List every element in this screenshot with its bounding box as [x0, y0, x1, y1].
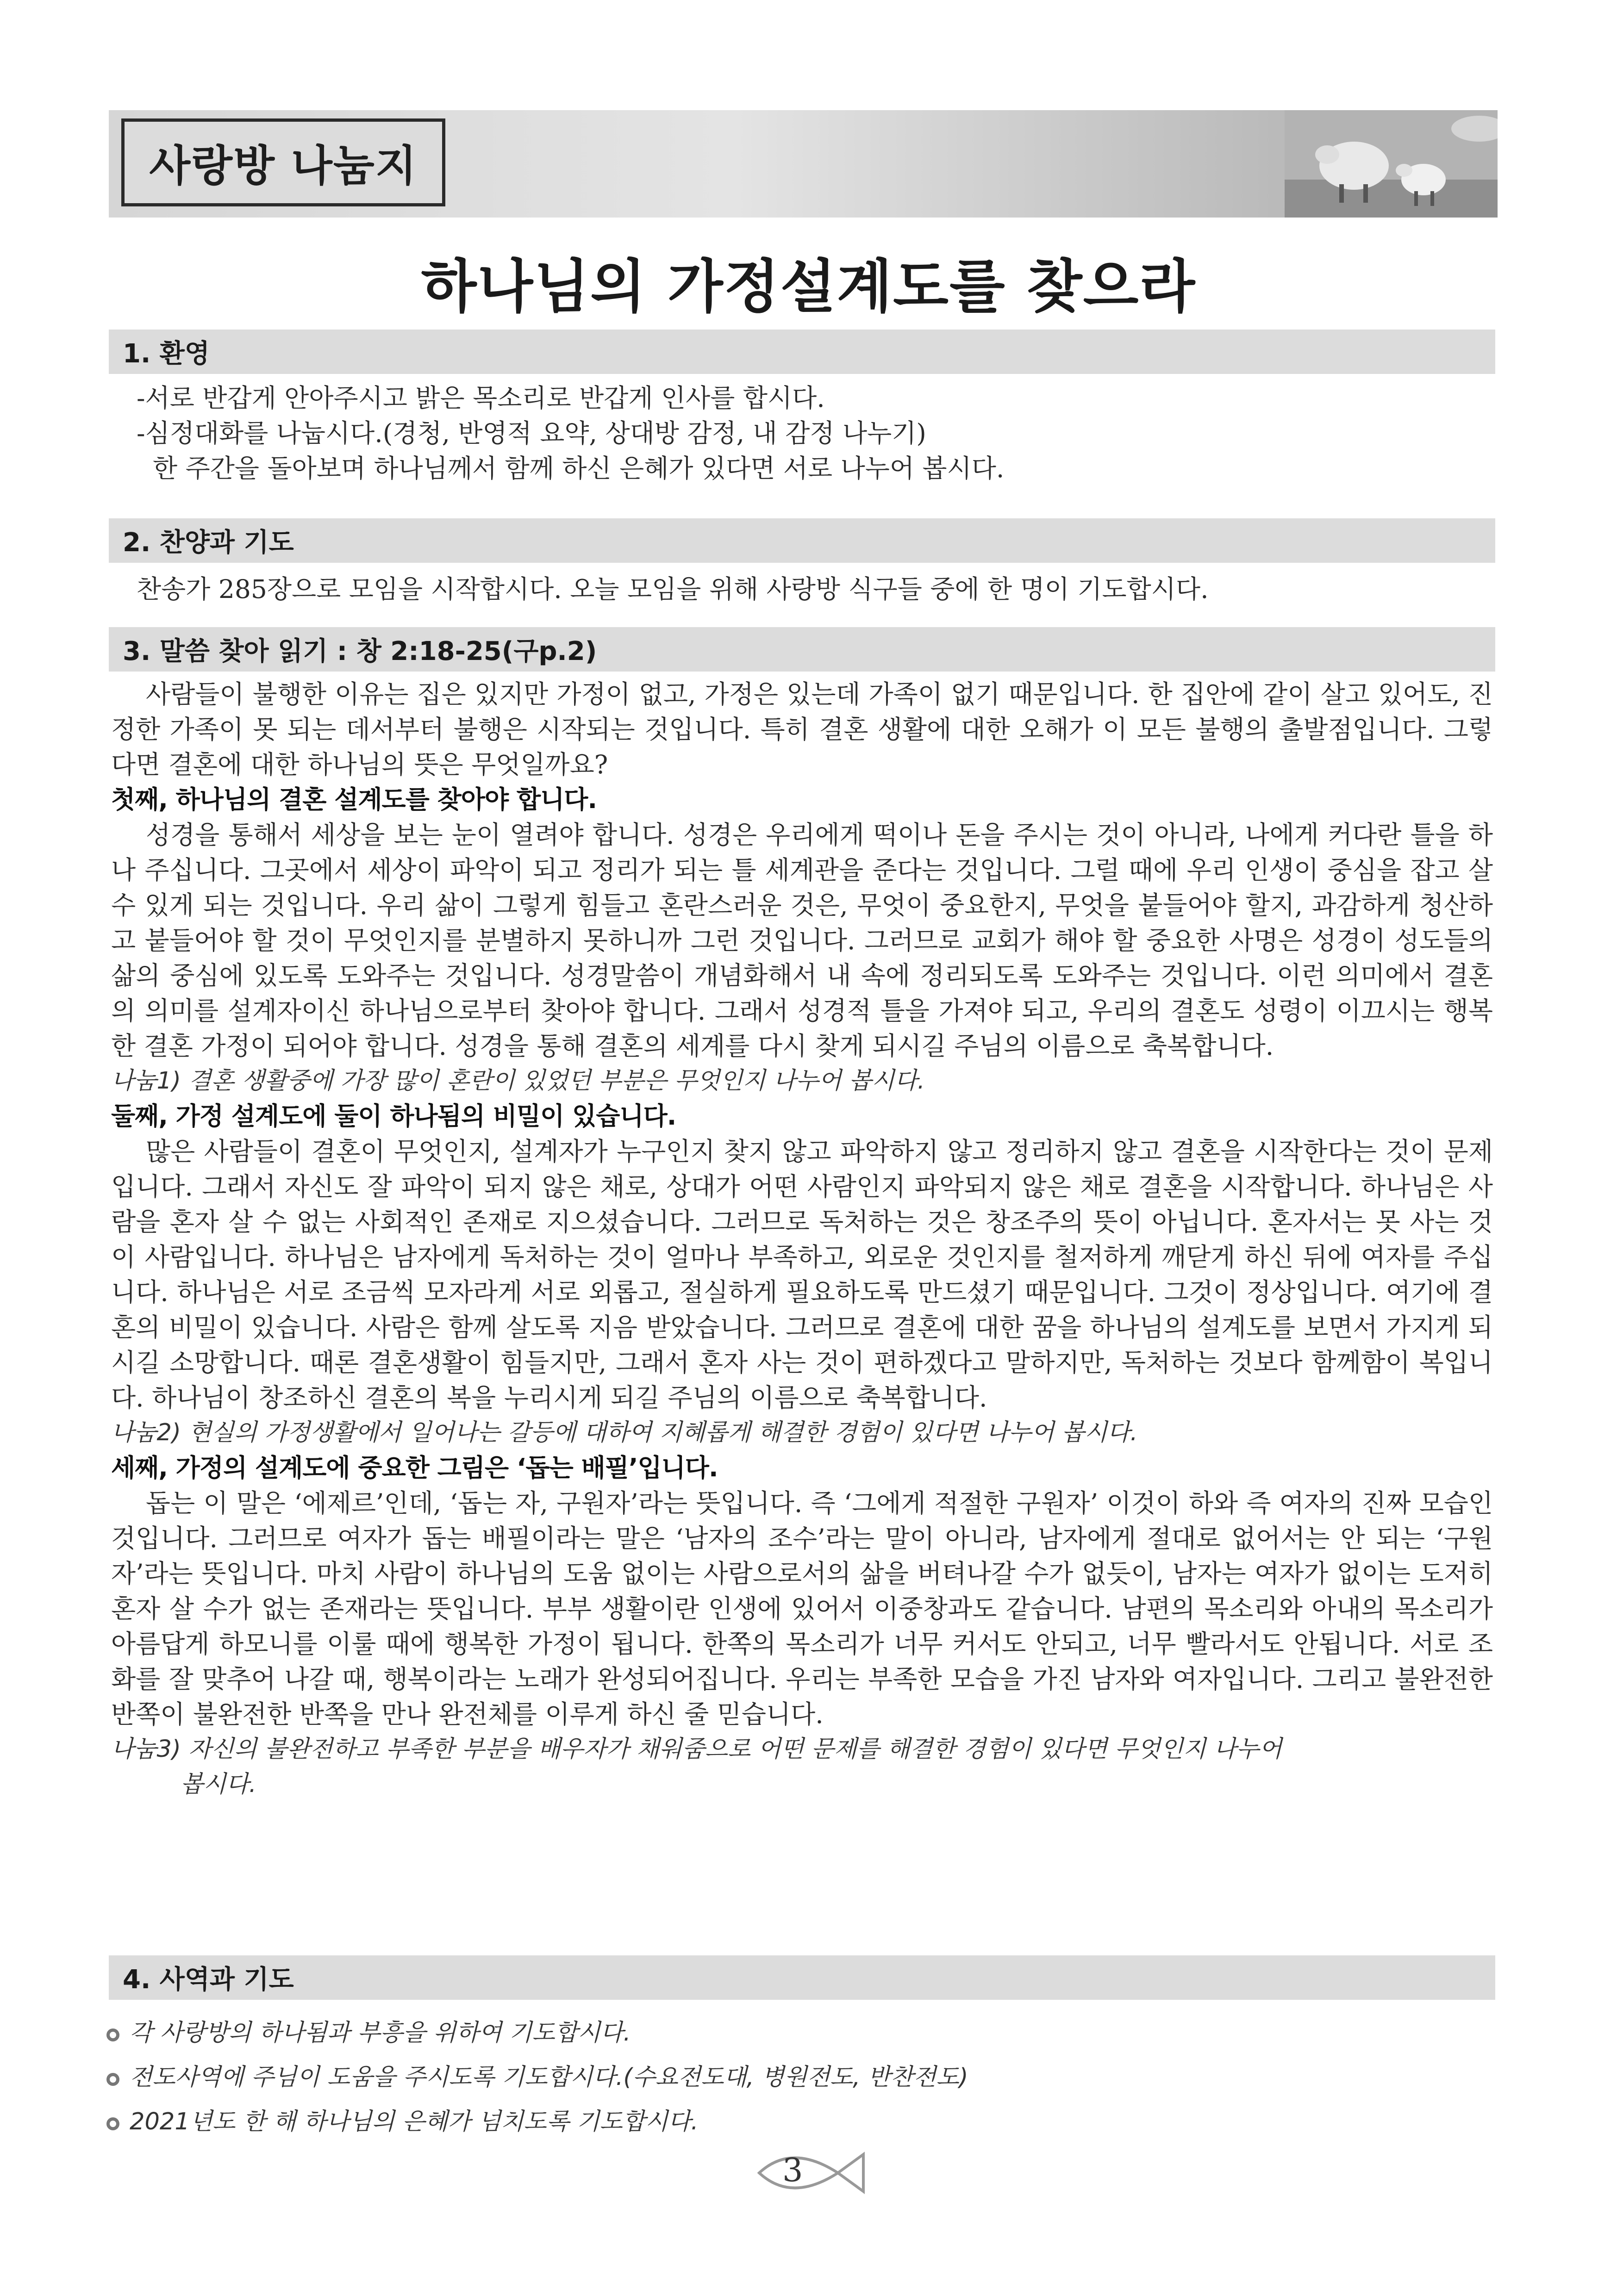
welcome-body [111, 380, 1493, 486]
share-question-3: 나눔3) 자신의 불완전하고 부족한 부분을 배우자가 채워줌으로 어떤 문제를 해결한 경험이 있다면 무엇인지 나누어 [111, 1736, 1282, 1763]
share-question-3-cont: 봅시다. [181, 1771, 257, 1798]
praise-text: 찬송가 285장으로 모임을 시작합시다. 오늘 모임을 위해 사랑방 식구들 중에 한 명이 기도합시다. [137, 574, 1209, 604]
page-number [750, 2138, 870, 2208]
page-title: 하나님의 가정설계도를 찾으라 [421, 254, 1196, 320]
welcome-line: -심정대화를 나눕시다.(경청, 반영적 요약, 상대방 감정, 내 감정 나누기) [137, 418, 926, 448]
section-label-box [121, 118, 445, 206]
second-point-text: 많은 사람들이 결혼이 무엇인지, 설계자가 누구인지 찾지 않고 파악하지 않고 정리하지 않고 결혼을 시작한다는 것이 문제입니다. 그래서 자신도 잘 파악이 되지 않은 채로, 상대가 어떤 사람인지 파악되지 않은 채로 결혼을 시작합니다. 하나님은 사람을 혼자 살 수 없는 사회적인 존재로 지으셨습니다. 그러므로 독처하는 것은 창조주의 뜻이 아닙니다. 혼자서는 못 사는 것이 사람입니다. 하나님은 남자에게 독처하는 것이 얼마나 부족하고, 외로운 것인지를 철저하게 깨닫게 하신 뒤에 여자를 주십니다. 하나님은 서로 조금씩 모자라게 서로 외롭고, 절실하게 필요하도록 만드셨기 때문입니다. 그것이 정상입니다. 여기에 결혼의 비밀이 있습니다. 사람은 함께 살도록 지음 받았습니다. 그러므로 결혼에 대한 꿈을 하나님의 설계도를 보면서 가지게 되시길 소망합니다. 때론 결혼생활이 힘들지만, 그래서 혼자 사는 것이 편하겠다고 말하지만, 독처하는 것보다 함께함이 복입니다. 하나님이 창조하신 결혼의 복을 누리시게 되길 주님의 이름으로 축복합니다. [111, 1137, 1493, 1412]
praise-body [111, 572, 1493, 607]
welcome-line: -서로 반갑게 안아주시고 밝은 목소리로 반갑게 인사를 합시다. [137, 383, 825, 413]
bullet-icon [106, 2117, 119, 2130]
share-question-1: 나눔1) 결혼 생활중에 가장 많이 혼란이 있었던 부분은 무엇인지 나누어 봅시다. [111, 1067, 925, 1095]
prayer-item: 2021년도 한 해 하나님의 은혜가 넘치도록 기도합시다. [106, 2100, 968, 2144]
prayer-list [106, 2011, 968, 2144]
section-label: 사랑방 나눔지 [149, 141, 418, 191]
third-point-heading: 세째, 가정의 설계도에 중요한 그림은 ‘돕는 배필’입니다. [111, 1453, 718, 1482]
page-number-text: 3 [782, 2151, 803, 2189]
prayer-item: 전도사역에 주님이 도움을 주시도록 기도합시다.(수요전도대, 병원전도, 반찬전도) [106, 2055, 968, 2100]
sheep-illustration [1285, 110, 1498, 218]
section-heading-word: 3. 말씀 찾아 읽기 : 창 2:18-25(구p.2) [109, 627, 1495, 672]
section-heading-welcome: 1. 환영 [109, 330, 1495, 374]
welcome-line: 한 주간을 돌아보며 하나님께서 함께 하신 은혜가 있다면 서로 나누어 봅시다. [137, 454, 1005, 483]
word-intro: 사람들이 불행한 이유는 집은 있지만 가정이 없고, 가정은 있는데 가족이 없기 때문입니다. 한 집안에 같이 살고 있어도, 진정한 가족이 못 되는 데서부터 불행은 시작되는 것입니다. 특히 결혼 생활에 대한 오해가 이 모든 불행의 출발점입니다. 그렇다면 결혼에 대한 하나님의 뜻은 무엇일까요? [111, 679, 1493, 779]
section-heading-praise: 2. 찬양과 기도 [109, 518, 1495, 563]
fish-icon [750, 2138, 870, 2208]
bullet-icon [106, 2028, 119, 2041]
second-point-heading: 둘째, 가정 설계도에 둘이 하나됨의 비밀이 있습니다. [111, 1101, 676, 1131]
prayer-item: 각 사랑방의 하나됨과 부흥을 위하여 기도합시다. [106, 2011, 968, 2055]
first-point-text: 성경을 통해서 세상을 보는 눈이 열려야 합니다. 성경은 우리에게 떡이나 돈을 주시는 것이 아니라, 나에게 커다란 틀을 하나 주십니다. 그곳에서 세상이 파악이 되고 정리가 되는 틀 세계관을 준다는 것입니다. 그럴 때에 우리 인생이 중심을 잡고 살 수 있게 되는 것입니다. 우리 삶이 그렇게 힘들고 혼란스러운 것은, 무엇이 중요한지, 무엇을 붙들어야 할지, 과감하게 청산하고 붙들어야 할 것이 무엇인지를 분별하지 못하니까 그런 것입니다. 그러므로 교회가 해야 할 중요한 사명은 성경이 성도들의 삶의 중심에 있도록 도와주는 것입니다. 성경말씀이 개념화해서 내 속에 정리되도록 도와주는 것입니다. 이런 의미에서 결혼의 의미를 설계자이신 하나님으로부터 찾아야 합니다. 그래서 성경적 틀을 가져야 되고, 우리의 결혼도 성령이 이끄시는 행복한 결혼 가정이 되어야 합니다. 성경을 통해 결혼의 세계를 다시 찾게 되시길 주님의 이름으로 축복합니다. [111, 820, 1493, 1061]
section-heading-ministry: 4. 사역과 기도 [109, 1955, 1495, 2000]
third-point-text: 돕는 이 말은 ‘에제르’인데, ‘돕는 자, 구원자’라는 뜻입니다. 즉 ‘그에게 적절한 구원자’ 이것이 하와 즉 여자의 진짜 모습인 것입니다. 그러므로 여자가 돕는 배필이라는 말은 ‘남자의 조수’라는 말이 아니라, 남자에게 절대로 없어서는 안 되는 ‘구원자’라는 뜻입니다. 마치 사람이 하나님의 도움 없이는 사람으로서의 삶을 버텨나갈 수가 없듯이, 남자는 여자가 없이는 도저히 혼자 살 수가 없는 존재라는 뜻입니다. 부부 생활이란 인생에 있어서 이중창과도 같습니다. 남편의 목소리와 아내의 목소리가 아름답게 하모니를 이룰 때에 행복한 가정이 됩니다. 한쪽의 목소리가 너무 커서도 안되고, 너무 빨라서도 안됩니다. 서로 조화를 잘 맞추어 나갈 때, 행복이라는 노래가 완성되어집니다. 우리는 부족한 모습을 가진 남자와 여자입니다. 그리고 불완전한 반쪽이 불완전한 반쪽을 만나 완전체를 이루게 하신 줄 믿습니다. [111, 1488, 1493, 1729]
word-body [111, 677, 1493, 1802]
first-point-heading: 첫째, 하나님의 결혼 설계도를 찾아야 합니다. [111, 785, 597, 814]
share-question-2: 나눔2) 현실의 가정생활에서 일어나는 갈등에 대하여 지혜롭게 해결한 경험이 있다면 나누어 봅시다. [111, 1419, 1138, 1446]
bullet-icon [106, 2073, 119, 2086]
